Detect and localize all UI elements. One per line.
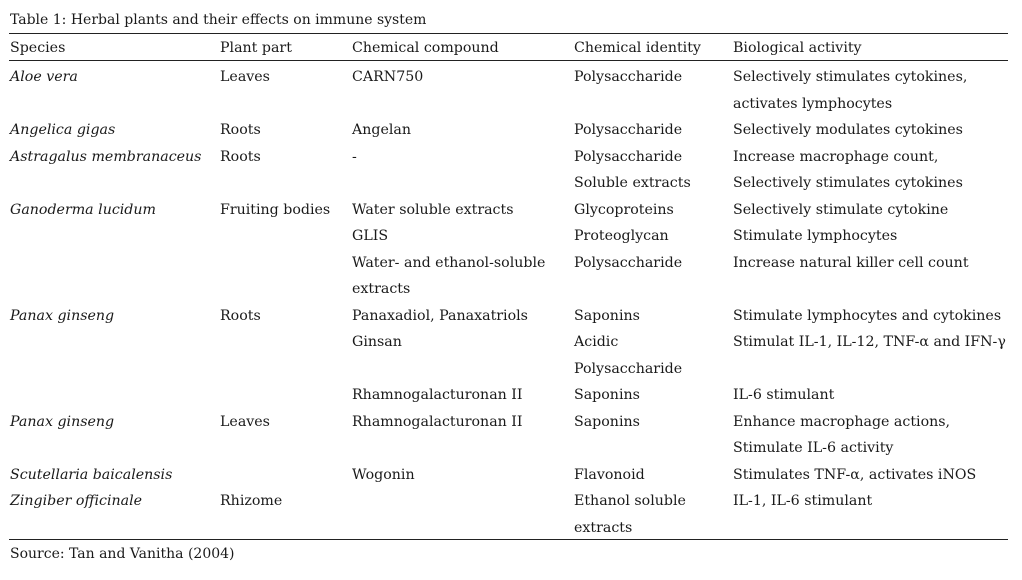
plant-part-cell [220,331,352,358]
table-body [10,61,1020,543]
plant-part-cell: Roots [220,148,261,165]
species-cell [10,331,220,358]
chemical-identity-cell: Saponins [574,413,640,430]
chemical-identity-cell [574,278,733,305]
biological-activity-cell: Increase natural killer cell count [733,254,969,271]
table-row [10,146,1020,173]
chemical-identity-cell: Acidic [574,334,619,350]
plant-part-cell [220,464,352,491]
chemical-identity-cell: Proteoglycan [574,228,669,244]
chemical-identity-cell: Flavonoid [574,466,645,483]
plant-part-cell [220,517,352,544]
species-cell [10,384,220,411]
species-cell [10,172,220,199]
plant-part-cell: Roots [220,307,261,324]
biological-activity-cell: Enhance macrophage actions, [733,413,951,430]
biological-activity-cell: Selectively stimulates cytokines [733,175,963,191]
chemical-compound-cell: Ginsan [352,334,402,350]
species-cell: Ganoderma lucidum [10,201,156,218]
plant-part-cell [220,384,352,411]
chemical-compound-cell: Angelan [352,122,411,138]
plant-part-cell [220,252,352,279]
table-row [10,252,1020,279]
chemical-compound-cell: Water- and ethanol-soluble [352,254,546,271]
biological-activity-cell: Selectively stimulates cytokines, [733,69,968,85]
biological-activity-cell: Selectively modulates cytokines [733,122,963,138]
chemical-compound-cell [352,517,574,544]
table-row [10,172,1020,199]
chemical-identity-cell: Saponins [574,387,640,403]
biological-activity-cell: Stimulate IL-6 activity [733,440,894,456]
biological-activity-cell: Stimulat IL-1, IL-12, TNF-α and IFN-γ [733,334,1006,350]
plant-part-cell [220,172,352,199]
table-row [10,437,1020,464]
plant-part-cell: Fruiting bodies [220,201,331,218]
plant-part-cell [220,437,352,464]
herbal-plants-table [10,37,1020,543]
biological-activity-cell: Stimulate lymphocytes [733,228,898,244]
table-row [10,490,1020,517]
chemical-identity-cell: Soluble extracts [574,175,691,191]
species-cell [10,93,220,120]
chemical-compound-cell: GLIS [352,228,389,244]
table-row [10,225,1020,252]
column-header-chemical-identity: Chemical identity [574,40,701,56]
chemical-identity-cell: Polysaccharide [574,360,683,377]
biological-activity-cell [733,517,1020,544]
biological-activity-cell: IL-1, IL-6 stimulant [733,493,873,509]
chemical-compound-cell: Water soluble extracts [352,201,514,218]
table-row [10,119,1020,146]
table-row [10,411,1020,438]
biological-activity-cell [733,358,1020,385]
chemical-identity-cell [574,93,733,120]
table-row [10,358,1020,385]
chemical-compound-cell [352,437,574,464]
chemical-compound-cell: Rhamnogalacturonan II [352,387,523,403]
table-row [10,331,1020,358]
biological-activity-cell: Stimulate lymphocytes and cytokines [733,307,1002,324]
chemical-identity-cell: Saponins [574,307,640,324]
chemical-identity-cell: Glycoproteins [574,201,674,218]
plant-part-cell [220,225,352,252]
chemical-identity-cell: Polysaccharide [574,69,683,85]
biological-activity-cell: Increase macrophage count, [733,148,939,165]
chemical-compound-cell [352,490,574,517]
table-top-rule [9,33,1008,34]
plant-part-cell [220,358,352,385]
species-cell [10,517,220,544]
table-row [10,464,1020,491]
chemical-compound-cell: extracts [352,281,411,297]
chemical-identity-cell [574,437,733,464]
column-header-species: Species [10,40,66,56]
species-cell: Astragalus membranaceus [10,148,202,165]
table-row [10,517,1020,544]
chemical-identity-cell: Polysaccharide [574,122,683,138]
table-row [10,384,1020,411]
table-source-note: Source: Tan and Vanitha (2004) [10,546,235,562]
biological-activity-cell: IL-6 stimulant [733,387,835,403]
chemical-compound-cell [352,358,574,385]
plant-part-cell: Roots [220,122,261,138]
species-cell [10,437,220,464]
table-row [10,61,1020,93]
chemical-compound-cell: Wogonin [352,466,415,483]
species-cell [10,358,220,385]
species-cell: Scutellaria baicalensis [10,466,173,483]
chemical-identity-cell: Polysaccharide [574,254,683,271]
plant-part-cell [220,93,352,120]
chemical-compound-cell: Rhamnogalacturonan II [352,413,523,430]
table-caption: Table 1: Herbal plants and their effects on immune system [10,12,427,28]
column-header-chemical-compound: Chemical compound [352,40,499,56]
chemical-identity-cell: Polysaccharide [574,148,683,165]
chemical-identity-cell: extracts [574,519,633,536]
species-cell [10,252,220,279]
table-row [10,278,1020,305]
species-cell: Zingiber officinale [10,493,143,509]
species-cell: Panax ginseng [10,307,115,324]
chemical-compound-cell: Panaxadiol, Panaxatriols [352,307,528,324]
species-cell [10,225,220,252]
biological-activity-cell: activates lymphocytes [733,95,893,112]
plant-part-cell: Rhizome [220,493,283,509]
table-row [10,305,1020,332]
plant-part-cell: Leaves [220,69,270,85]
plant-part-cell: Leaves [220,413,270,430]
biological-activity-cell [733,278,1020,305]
species-cell [10,278,220,305]
biological-activity-cell: Selectively stimulate cytokine [733,201,949,218]
table-row [10,199,1020,226]
biological-activity-cell: Stimulates TNF-α, activates iNOS [733,466,977,483]
plant-part-cell [220,278,352,305]
column-header-biological-activity: Biological activity [733,40,862,56]
column-header-plant-part: Plant part [220,40,292,56]
header-row [10,37,1020,61]
table-row [10,93,1020,120]
species-cell: Panax ginseng [10,413,115,430]
chemical-compound-cell: CARN750 [352,69,424,85]
chemical-compound-cell: - [352,148,357,165]
chemical-identity-cell: Ethanol soluble [574,493,686,509]
chemical-compound-cell [352,172,574,199]
species-cell: Aloe vera [10,69,78,85]
chemical-compound-cell [352,93,574,120]
species-cell: Angelica gigas [10,122,116,138]
